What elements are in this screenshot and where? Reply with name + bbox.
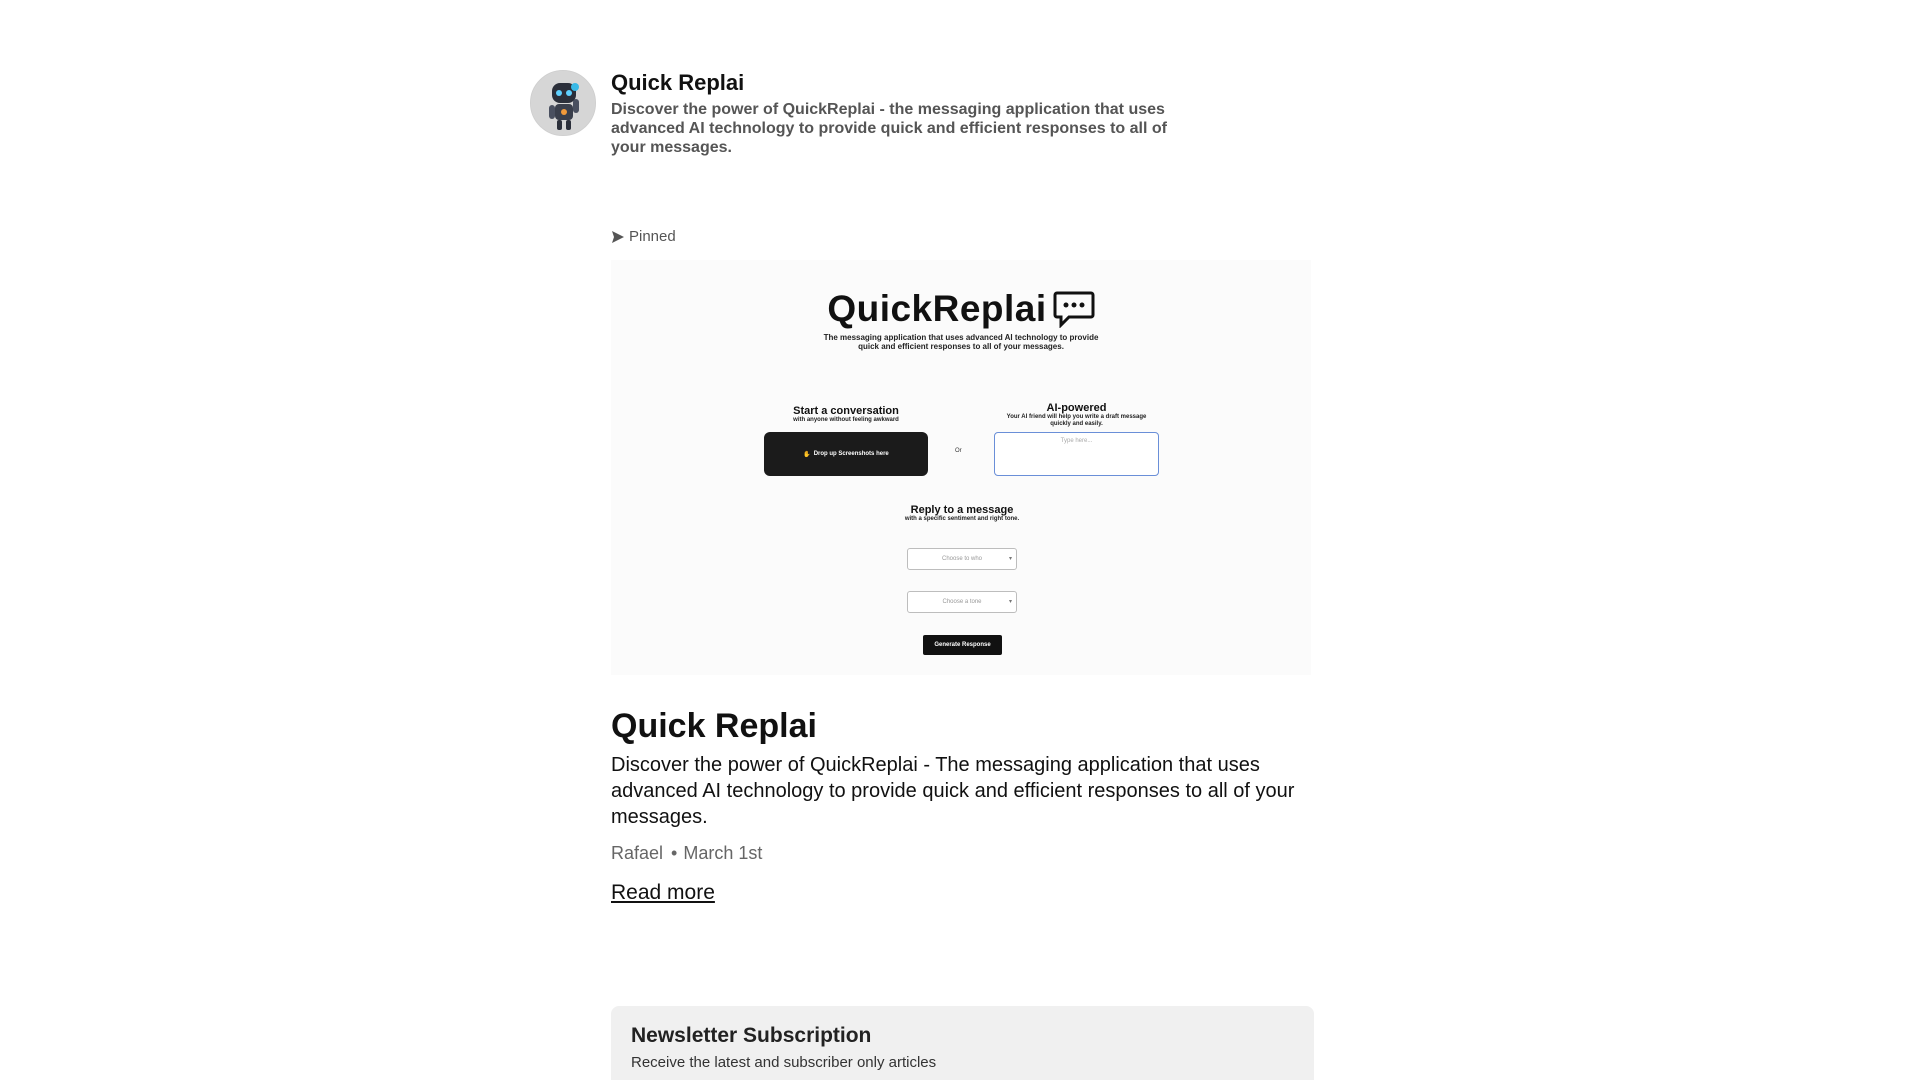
chevron-down-icon: ▾ — [1008, 556, 1012, 562]
post-date: March 1st — [683, 843, 763, 863]
avatar[interactable] — [530, 70, 596, 136]
or-label: Or — [955, 448, 962, 454]
post-meta — [611, 843, 762, 864]
site-title[interactable]: Quick Replai — [611, 70, 745, 95]
header-text — [611, 70, 1171, 157]
reply-title: Reply to a message — [910, 504, 1014, 516]
newsletter-title: Newsletter Subscription — [631, 1024, 872, 1047]
choose-tone-select — [907, 591, 1017, 613]
start-title: Start a conversation — [793, 405, 899, 417]
read-more-link[interactable]: Read more — [611, 881, 715, 904]
reply-subtitle: with a specific sentiment and right tone. — [904, 516, 1020, 522]
newsletter-panel — [611, 1006, 1314, 1080]
drop-screenshots-button — [764, 432, 928, 476]
start-subtitle: with anyone without feeling awkward — [793, 417, 899, 423]
newsletter-subtitle: Receive the latest and subscriber only articles — [631, 1054, 937, 1071]
drop-label: Drop up Screenshots here — [813, 451, 889, 457]
hero-subtitle: The messaging application that uses advanced AI technology to provide quick and efficient responses to all of your messages. — [823, 333, 1099, 351]
type-here-field: Type here... — [994, 432, 1159, 476]
site-description: Discover the power of QuickReplai - the messaging application that uses advanced AI technology to provide quick and efficient responses to all of your messages. — [611, 101, 1167, 156]
choose-who-label: Choose to who — [941, 556, 983, 562]
post-excerpt: Discover the power of QuickReplai - The messaging application that uses advanced AI technology to provide quick and efficient responses to all of your messages. — [611, 754, 1295, 828]
choose-tone-label: Choose a tone — [942, 599, 982, 605]
post-author[interactable]: Rafael — [611, 843, 664, 863]
pinned-label — [611, 228, 676, 245]
choose-who-select — [907, 548, 1017, 570]
blog-header — [530, 70, 1171, 157]
hand-icon: ✋ — [803, 451, 811, 458]
robot-icon — [531, 71, 596, 136]
hero-title-row — [611, 288, 1311, 330]
ai-title: AI-powered — [1046, 402, 1107, 414]
pinned-text: Pinned — [629, 228, 676, 245]
meta-separator: • — [671, 843, 678, 863]
ai-subtitle: Your AI friend will help you write a draft message quickly and easily. — [1006, 414, 1147, 427]
post-cover-image[interactable] — [611, 260, 1311, 675]
chevron-down-icon: ▾ — [1008, 599, 1012, 605]
hero-title: QuickReplai — [827, 288, 1047, 329]
generate-response-button: Generate Response — [923, 635, 1002, 655]
send-icon — [611, 230, 625, 244]
post-title[interactable]: Quick Replai — [611, 707, 817, 745]
chat-bubble-icon — [1053, 290, 1095, 328]
